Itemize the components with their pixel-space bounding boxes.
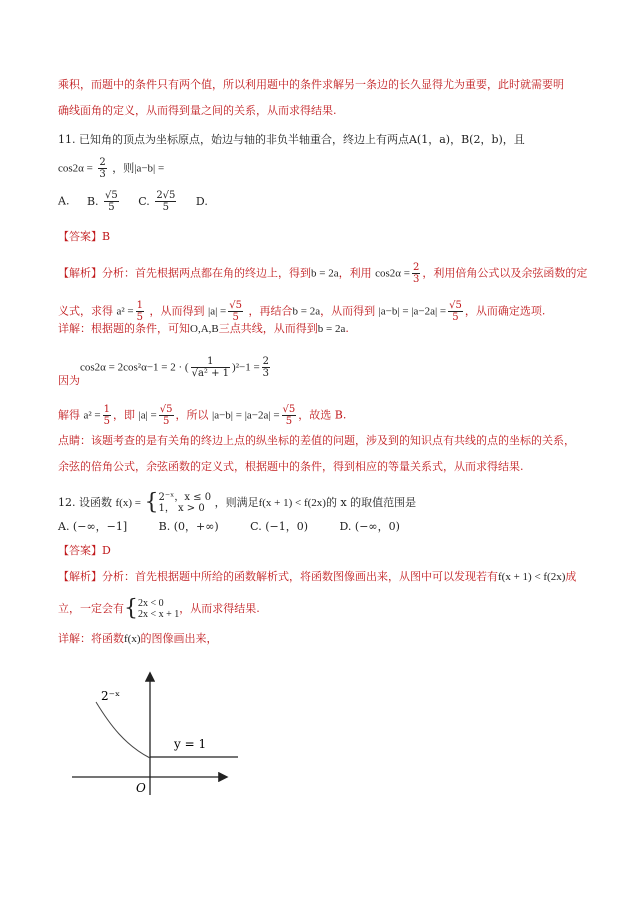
- q11-eq-right-fraction: $\frac{2}{3}$: [262, 356, 270, 379]
- q11-cond-fraction: $\frac{2}{3}$: [99, 157, 106, 180]
- q11-comment-line-2: 余弦的倍角公式，余弦函数的定义式，根据题中的条件，得到相应的等量关系式，从而求得结果.: [58, 460, 524, 473]
- q11-detail-line: 详解：根据题的条件，可知O,A,B三点共线，从而得到b = 2a.: [58, 322, 349, 335]
- q12-system-brace: {: [124, 596, 138, 621]
- q11-option-d: D.: [195, 194, 208, 208]
- q12-option-a: A. (−∞，−1]: [58, 520, 128, 533]
- q12-cases: 2⁻ˣ，x ≤ 0 1， x > 0: [158, 492, 212, 514]
- q12-detail-line: 详解：将函数f(x)的图像画出来，: [58, 632, 218, 645]
- exponential-curve: [96, 702, 150, 758]
- q12-stem: 12. 设函数 f(x) = { 2⁻ˣ，x ≤ 0 1， x > 0 ，则满足f(x + 1) < f(2x)的 x 的取值范围是: [58, 490, 417, 515]
- line-label: y = 1: [174, 737, 207, 751]
- q11-eq-fraction: $\frac{1}{\text{√a² + 1}}$: [191, 356, 230, 379]
- q11-solution: 解得 a² = $\frac{1}{5}$ ，即 |a| = $\frac{√5}{5}$ ，所以 |a−b| = |a−2a| = $\frac{√5}{5}$ ，故选 B.: [58, 404, 347, 427]
- q11-comment-line-1: 点睛：该题考查的是有关角的终边上点的纵坐标的差值的问题，涉及到的知识点有共线的点的坐标的关系，: [58, 434, 575, 447]
- q12-system: 2x < 0 2x < x + 1: [138, 598, 180, 620]
- q12-analysis-line-2: 立，一定会有{ 2x < 0 2x < x + 1 ，从而求得结果.: [58, 596, 260, 621]
- q11-abs-a-fraction: $\frac{√5}{5}$: [229, 300, 242, 323]
- q11-sol-a2-fraction: $\frac{1}{5}$: [103, 404, 111, 427]
- q11-condition: cos2α = $\frac{2}{3}$ ，则|a−b| =: [58, 157, 165, 180]
- q12-brace: {: [144, 490, 159, 515]
- q11-because: 因为: [58, 374, 80, 387]
- q11-equation: cos2α = 2cos²α−1 = 2 · ( $\frac{1}{\text{√a² + 1}}$ )²−1 = $\frac{2}{3}$: [80, 356, 270, 379]
- q11-a2-fraction: $\frac{1}{5}$: [136, 300, 144, 323]
- q11-sol-diff-fraction: $\frac{√5}{5}$: [282, 404, 296, 427]
- q11-option-b: B.: [86, 194, 99, 208]
- q11-options: [58, 190, 208, 213]
- q11-analysis-line-1: 【解析】分析：首先根据两点都在角的终边上，得到b = 2a，利用 cos2α = $\frac{2}{3}$ ，利用倍角公式以及余弦函数的定: [58, 262, 588, 285]
- q12-option-d: D. (−∞，0): [339, 520, 400, 533]
- q11-answer: 【答案】B: [58, 230, 111, 243]
- curve-label: 2⁻ˣ: [101, 689, 121, 703]
- q11-option-c-fraction: $\frac{2√5}{5}$: [156, 190, 176, 213]
- q11-option-c: C.: [138, 194, 150, 208]
- origin-label: O: [136, 781, 146, 795]
- q12-options: [58, 520, 400, 534]
- intro-line-1: 乘积，而题中的条件只有两个值，所以利用题中的条件求解另一条边的长久显得尤为重要，此时就需要明: [58, 78, 564, 91]
- intro-line-2: 确线面角的定义，从而得到量之间的关系，从而求得结果.: [58, 104, 337, 117]
- q11-option-a: A.: [58, 194, 70, 208]
- q12-option-b: B. (0，+∞): [158, 520, 219, 533]
- q11-diff-fraction: $\frac{√5}{5}$: [449, 300, 462, 323]
- q12-option-c: C. (−1，0): [250, 520, 308, 533]
- q11-option-b-fraction: $\frac{√5}{5}$: [105, 190, 118, 213]
- q12-answer: 【答案】D: [58, 544, 111, 557]
- q11-sol-abs-fraction: $\frac{√5}{5}$: [159, 404, 173, 427]
- q11-analysis-line-2: 义式，求得 a² = $\frac{1}{5}$ ，从而得到 |a| = $\frac{√5}{5}$ ，再结合b = 2a，从而得到 |a−b| = |a−2a| = $\frac{√5}{5}$ ，从而确定选项.: [58, 300, 546, 323]
- q11-stem: 11. 已知角的顶点为坐标原点，始边与轴的非负半轴重合，终边上有两点A(1，a)，B(2，b)，且: [58, 133, 525, 146]
- q11-analysis-fraction: $\frac{2}{3}$: [412, 262, 420, 285]
- q12-analysis-line-1: 【解析】分析：首先根据题中所给的函数解析式，将函数图像画出来，从图中可以发现若有f(x + 1) < f(2x)成: [58, 570, 577, 583]
